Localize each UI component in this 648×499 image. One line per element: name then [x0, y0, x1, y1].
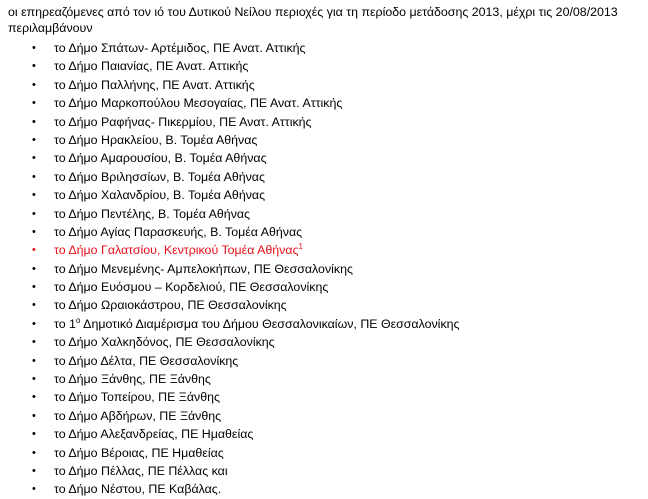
list-item	[8, 168, 640, 186]
bullet-icon: •	[32, 428, 36, 441]
bullet-icon: •	[32, 133, 36, 146]
list-item	[8, 186, 640, 204]
list-item	[8, 223, 640, 241]
bullet-icon: •	[32, 115, 36, 128]
list-item-text: το Δήμο Βέροιας, ΠΕ Ημαθείας	[54, 445, 224, 460]
list-item	[8, 480, 640, 498]
list-item-text: το Δήμο Δέλτα, ΠΕ Θεσσαλονίκης	[54, 353, 239, 368]
bullet-icon: •	[32, 409, 36, 422]
list-item	[8, 296, 640, 314]
bullet-icon: •	[32, 207, 36, 220]
intro-paragraph: οι επηρεαζόμενες από τον ιό του Δυτικού Νείλου περιοχές για τη περίοδο μετάδοσης 2013, μέχρι τις 20/08/2013 περιλαμβάνουν	[8, 5, 618, 35]
list-item	[8, 444, 640, 462]
list-item-text: το Δήμο Αμαρουσίου, Β. Τομέα Αθήνας	[54, 151, 267, 166]
list-item-text: το Δήμο Χαλκηδόνος, ΠΕ Θεσσαλονίκης	[54, 335, 275, 350]
list-item-text: το Δήμο Παιανίας, ΠΕ Ανατ. Αττικής	[54, 59, 249, 74]
list-item-text: το Δήμο Αγίας Παρασκευής, Β. Τομέα Αθήνας	[54, 224, 303, 239]
bullet-icon: •	[32, 225, 36, 238]
list-item	[8, 370, 640, 388]
list-item-text: το Δήμο Αλεξανδρείας, ΠΕ Ημαθείας	[54, 427, 254, 442]
footnote-reference[interactable]: 1	[298, 242, 303, 252]
list-item	[8, 352, 640, 370]
list-item	[8, 260, 640, 278]
list-item-text: το Δήμο Ευόσμου – Κορδελιού, ΠΕ Θεσσαλονίκης	[54, 280, 329, 295]
bullet-icon: •	[32, 170, 36, 183]
list-item	[8, 113, 640, 131]
bullet-icon: •	[32, 281, 36, 294]
list-item-text: το Δήμο Νέστου, ΠΕ Καβάλας.	[54, 482, 222, 497]
bullet-icon: •	[32, 262, 36, 275]
bullet-icon: •	[32, 373, 36, 386]
list-item	[8, 278, 640, 296]
bullet-icon: •	[32, 97, 36, 110]
affected-areas-list	[8, 39, 640, 499]
list-item	[8, 76, 640, 94]
ordinal-superscript: ο	[75, 315, 81, 325]
list-item	[8, 407, 640, 425]
list-item	[8, 205, 640, 223]
bullet-icon: •	[32, 336, 36, 349]
list-item-text: το Δήμο Αβδήρων, ΠΕ Ξάνθης	[54, 408, 222, 423]
list-item-text: το Δήμο Χαλανδρίου, Β. Τομέα Αθήνας	[54, 188, 266, 203]
list-item	[8, 94, 640, 112]
bullet-icon: •	[32, 464, 36, 477]
bullet-icon: •	[32, 299, 36, 312]
bullet-icon: •	[32, 189, 36, 202]
list-item	[8, 57, 640, 75]
bullet-icon: •	[32, 244, 36, 257]
bullet-icon: •	[32, 354, 36, 367]
list-item	[8, 388, 640, 406]
list-item-prefix: το 1	[54, 316, 76, 331]
list-item	[8, 131, 640, 149]
list-item-text: το Δήμο Ραφήνας- Πικερμίου, ΠΕ Ανατ. Αττικής	[54, 114, 312, 129]
bullet-icon: •	[32, 317, 36, 330]
list-item-text: το Δήμο Ξάνθης, ΠΕ Ξάνθης	[54, 372, 211, 387]
bullet-icon: •	[32, 60, 36, 73]
list-item-text: το Δήμο Ωραιοκάστρου, ΠΕ Θεσσαλονίκης	[54, 298, 287, 313]
bullet-icon: •	[32, 152, 36, 165]
list-item	[8, 333, 640, 351]
list-item-text: το Δήμο Βριλησσίων, Β. Τομέα Αθήνας	[54, 169, 265, 184]
list-item-text: Δημοτικό Διαμέρισμα του Δήμου Θεσσαλονικαίων, ΠΕ Θεσσαλονίκης	[80, 316, 460, 331]
list-item	[8, 425, 640, 443]
list-item-text: το Δήμο Ηρακλείου, Β. Τομέα Αθήνας	[54, 132, 258, 147]
list-item-text: το Δήμο Μαρκοπούλου Μεσογαίας, ΠΕ Ανατ. Αττικής	[54, 96, 343, 111]
list-item	[8, 149, 640, 167]
list-item-text: το Δήμο Πέλλας, ΠΕ Πέλλας και	[54, 463, 228, 478]
bullet-icon: •	[32, 391, 36, 404]
bullet-icon: •	[32, 78, 36, 91]
bullet-icon: •	[32, 42, 36, 54]
list-item	[8, 39, 640, 57]
list-item	[8, 315, 640, 333]
list-item-text: το Δήμο Τοπείρου, ΠΕ Ξάνθης	[54, 390, 220, 405]
list-item	[8, 241, 640, 259]
list-item-text: το Δήμο Παλλήνης, ΠΕ Ανατ. Αττικής	[54, 77, 255, 92]
list-item-text: το Δήμο Πεντέλης, Β. Τομέα Αθήνας	[54, 206, 251, 221]
list-item	[8, 462, 640, 480]
list-item-text: το Δήμο Σπάτων- Αρτέμιδος, ΠΕ Ανατ. Αττικής	[54, 41, 306, 55]
bullet-icon: •	[32, 446, 36, 459]
bullet-icon: •	[32, 483, 36, 496]
list-item-text: το Δήμο Γαλατσίου, Κεντρικού Τομέα Αθήνας	[54, 243, 299, 258]
list-item-text: το Δήμο Μενεμένης- Αμπελοκήπων, ΠΕ Θεσσαλονίκης	[54, 261, 353, 276]
